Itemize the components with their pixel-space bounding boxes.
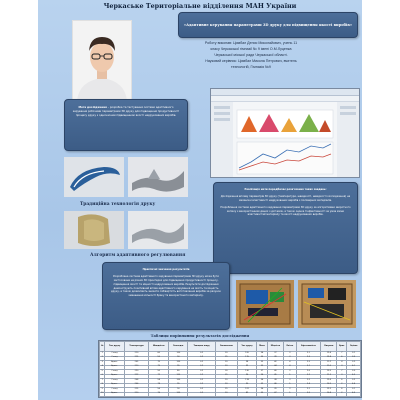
table-cell: 100 xyxy=(169,374,188,379)
table-header-cell: Оцінка xyxy=(347,342,361,352)
table-cell: 20 xyxy=(215,365,237,370)
table-cell: 9 xyxy=(100,388,105,393)
table-cell: 4 xyxy=(284,361,296,366)
table-cell: 38 xyxy=(267,379,283,384)
table-cell: 2,1 xyxy=(296,352,321,357)
app-titlebar xyxy=(211,89,359,96)
print-photo-4 xyxy=(128,211,188,249)
tasks-block xyxy=(213,182,358,274)
authors-line: Науковий керівник: Цимбал Микола Петрович, вчитель xyxy=(205,59,297,64)
table-cell: Адапт. xyxy=(105,361,124,366)
practical-heading: Практичні значення результатів xyxy=(142,268,190,271)
table-cell: 2,2 xyxy=(296,379,321,384)
table-cell: Станд. xyxy=(105,356,124,361)
table-cell: 4 xyxy=(284,365,296,370)
table-cell: 122 xyxy=(237,388,256,393)
table-header-cell: Швидкість xyxy=(149,342,169,352)
table-cell: 90 xyxy=(237,383,256,388)
table-cell: Адапт. xyxy=(105,383,124,388)
tasks-paragraph-2: Розроблення системи адаптивного керування параметрами 3D друку за алгоритмами зворотного зв'язку з використанням даних з датчиків, а також оцінка її ефективності за умов зміни властивостей матеріалу та якості надрукованих виробів. xyxy=(220,205,351,217)
slicer-screenshot xyxy=(210,88,360,178)
table-cell: 2 xyxy=(100,356,105,361)
table-cell: 37 xyxy=(267,352,283,357)
table-cell: 20 xyxy=(215,383,237,388)
table-cell: 25 xyxy=(215,388,237,393)
table-cell: 10,8 xyxy=(321,392,337,397)
table-header-cell: Заповнення xyxy=(215,342,237,352)
table-cell: 3 xyxy=(337,365,347,370)
table-cell: 3 xyxy=(284,352,296,357)
table-cell: 76 xyxy=(149,392,169,397)
table-cell: 39 xyxy=(267,356,283,361)
table-cell: 120 xyxy=(237,352,256,357)
table-cell: 20 xyxy=(215,352,237,357)
table-cell: 2,9 xyxy=(296,361,321,366)
table-cell: 7 xyxy=(337,370,347,375)
table-header-cell: Брак xyxy=(337,342,347,352)
table-cell: 208 xyxy=(124,379,148,384)
table-cell: 2,3 xyxy=(296,356,321,361)
table-cell: 12,6 xyxy=(321,379,337,384)
authors-block xyxy=(146,40,356,71)
print-photo-1 xyxy=(64,157,124,197)
goal-label: Мета дослідження xyxy=(78,106,107,109)
tasks-paragraph-1: Дослідження впливу параметрів 3D друку (температури, швидкості, швидкості охолодження) на механічні властивості надрукованих виробів з полімерних матеріалів. xyxy=(220,194,351,202)
table-cell: 5 xyxy=(284,374,296,379)
table-cell: 46 xyxy=(267,383,283,388)
table-cell: 3,3 xyxy=(347,356,361,361)
algorithm-heading: Алгоритм адаптивного регулювання xyxy=(90,253,186,258)
table-cell: 3,2 xyxy=(296,374,321,379)
table-cell: 0.2 xyxy=(188,370,216,375)
table-header-cell: Температура xyxy=(124,342,148,352)
table-cell: 215 xyxy=(124,388,148,393)
table-header-cell: Витрати xyxy=(321,342,337,352)
table-cell: 2,0 xyxy=(296,370,321,375)
table-cell: 215 xyxy=(124,356,148,361)
table-cell: 34 xyxy=(257,379,267,384)
table-cell: 72 xyxy=(149,374,169,379)
table-cell: 6 xyxy=(100,374,105,379)
table-cell: 35 xyxy=(257,356,267,361)
table-cell: 90 xyxy=(169,356,188,361)
table-cell: 4,4 xyxy=(347,383,361,388)
table-cell: 7 xyxy=(100,379,105,384)
table-cell: 42 xyxy=(267,361,283,366)
table-cell: 118 xyxy=(237,379,256,384)
table-cell: 36 xyxy=(257,388,267,393)
table-cell: 37 xyxy=(257,370,267,375)
table-cell: 205 xyxy=(124,361,148,366)
table-cell: 12,9 xyxy=(321,388,337,393)
table-cell: 44 xyxy=(267,365,283,370)
table-cell: 13,5 xyxy=(321,370,337,375)
table-cell: 210 xyxy=(124,365,148,370)
author-photo xyxy=(72,20,132,102)
table-cell: 3,1 xyxy=(347,388,361,393)
table-cell: 33 xyxy=(257,361,267,366)
table-cell: 33 xyxy=(257,392,267,397)
table-cell: 3,2 xyxy=(347,379,361,384)
goal-text: – розробка та тестування системи адаптивного керування робочими параметрами 3D друку для підвищення продуктивності процесу друку з одночасним підвищенням якості надрукованих виробів. xyxy=(72,106,180,117)
table-cell: 1 xyxy=(100,352,105,357)
table-cell: 30 xyxy=(215,370,237,375)
table-cell: 55 xyxy=(149,356,169,361)
poster-header: Черкаське Територіальне відділення МАН України xyxy=(103,2,297,10)
table-cell: 220 xyxy=(124,370,148,375)
table-cell: 100 xyxy=(169,379,188,384)
print-photo-2 xyxy=(128,157,188,197)
table-cell: 75 xyxy=(149,365,169,370)
table-cell: Адапт. xyxy=(105,392,124,397)
authors-line: класу Черкаської гімназії № 9 імені О.М.Луценка xyxy=(210,47,292,52)
authors-line: Черкаської міської ради Черкаської області. xyxy=(214,53,288,58)
project-title: «Адаптивне керування параметрами 3D друку для підвищення якості виробів» xyxy=(178,12,358,38)
table-cell: 50 xyxy=(149,370,169,375)
table-title: Таблиця порівняння результатів дослідження xyxy=(150,334,250,338)
table-cell: 210 xyxy=(124,392,148,397)
practical-text: Розроблена система адаптивного керування параметрами 3D друку може бути застосована на різних 3D принтерах для підвищення продуктивності процесу, підвищення якості та міцності надрукованих виробів. Результати дослідження демонструють позитивний вплив адаптивного керування на якість та міцність друку, а також дозволяють знизити собівартість виготовлення виробів за рахунок зменшення кількості браку та використаного матеріалу. xyxy=(111,274,221,298)
table-cell: 11,0 xyxy=(321,365,337,370)
table-cell: 3 xyxy=(284,388,296,393)
table-cell: 3,1 xyxy=(347,352,361,357)
table-cell: 98 xyxy=(237,361,256,366)
table-header-row xyxy=(100,342,361,352)
table-cell: 12,8 xyxy=(321,356,337,361)
table-cell: 5 xyxy=(100,370,105,375)
table-cell: 0.2 xyxy=(188,379,216,384)
table-cell: 47 xyxy=(267,392,283,397)
research-goal xyxy=(64,99,188,151)
table-cell: 20 xyxy=(215,392,237,397)
table-cell: 0.2 xyxy=(188,352,216,357)
table-cell: 4 xyxy=(337,361,347,366)
table-cell: 4,1 xyxy=(347,365,361,370)
table-header-cell: № xyxy=(100,342,105,352)
table-cell: 210 xyxy=(124,352,148,357)
table-cell: 5 xyxy=(284,383,296,388)
table-cell: 206 xyxy=(124,383,148,388)
results-table xyxy=(98,340,362,398)
authors-line: технологій, Гімназія №9 xyxy=(231,65,271,70)
table-cell: 45 xyxy=(267,374,283,379)
table-cell: 115 xyxy=(237,356,256,361)
table-cell: 10,9 xyxy=(321,383,337,388)
practical-significance xyxy=(102,262,230,330)
table-header-cell: Тип друку xyxy=(105,342,124,352)
table-cell: 3 xyxy=(337,374,347,379)
tasks-heading: Реалізація мети передбачає розв'язання таких завдань: xyxy=(244,188,327,191)
table-cell: 92 xyxy=(237,365,256,370)
table-cell: Адапт. xyxy=(105,365,124,370)
table-cell: 20 xyxy=(215,379,237,384)
table-cell: 34 xyxy=(257,374,267,379)
table-header-cell: Час друку xyxy=(237,342,256,352)
table-header-cell: Якість xyxy=(284,342,296,352)
table-header-cell: Ефективність xyxy=(296,342,321,352)
table-cell: 100 xyxy=(169,352,188,357)
table-cell: Станд. xyxy=(105,388,124,393)
table-cell: 25 xyxy=(215,374,237,379)
table-header-cell: Маса xyxy=(257,342,267,352)
table-cell: 3 xyxy=(284,356,296,361)
table-cell: 89 xyxy=(237,392,256,397)
table-cell: 2 xyxy=(337,392,347,397)
table-cell: 7 xyxy=(337,352,347,357)
table-cell: 40 xyxy=(267,370,283,375)
slicer-viewport xyxy=(211,102,359,178)
table-row xyxy=(100,392,361,397)
table-cell: 4,5 xyxy=(347,392,361,397)
table-cell: 96 xyxy=(237,374,256,379)
table-cell: 0.2 xyxy=(188,361,216,366)
table-cell: 6 xyxy=(337,388,347,393)
table-cell: 11,3 xyxy=(321,374,337,379)
authors-line: Роботу виконав: Цимбал Денис Миколайович, учень 11 xyxy=(204,41,298,45)
table-cell: 12,4 xyxy=(321,352,337,357)
electronics-photo-1 xyxy=(236,280,294,328)
table-cell: 100 xyxy=(169,392,188,397)
table-cell: 11,2 xyxy=(321,361,337,366)
table-cell: 4,3 xyxy=(347,374,361,379)
table-cell: Станд. xyxy=(105,352,124,357)
table-cell: 0.2 xyxy=(188,383,216,388)
table-cell: 212 xyxy=(124,374,148,379)
table-cell: 100 xyxy=(169,361,188,366)
table-cell: 6 xyxy=(337,379,347,384)
table-cell: 0.2 xyxy=(188,365,216,370)
table-cell: 32 xyxy=(257,383,267,388)
table-cell: 3 xyxy=(284,370,296,375)
table-cell: 60 xyxy=(149,352,169,357)
table-cell: 2 xyxy=(337,383,347,388)
table-cell: 3,1 xyxy=(296,365,321,370)
table-cell: 0.2 xyxy=(188,388,216,393)
table-cell: 3 xyxy=(284,379,296,384)
table-cell: 0.2 xyxy=(188,392,216,397)
table-cell: 0.2 xyxy=(188,356,216,361)
table-cell: 56 xyxy=(149,388,169,393)
table-cell: Станд. xyxy=(105,370,124,375)
portrait-illustration xyxy=(73,21,131,101)
table-cell: 90 xyxy=(169,388,188,393)
table-cell: 3,9 xyxy=(347,361,361,366)
table-cell: 8 xyxy=(100,383,105,388)
table-cell: Адапт. xyxy=(105,374,124,379)
table-cell: 2,1 xyxy=(296,388,321,393)
table-cell: 3,0 xyxy=(347,370,361,375)
electronics-photo-2 xyxy=(298,280,356,328)
table-cell: 6 xyxy=(337,356,347,361)
table-cell: 70 xyxy=(149,361,169,366)
table-cell: 95 xyxy=(169,383,188,388)
table-cell: 5 xyxy=(284,392,296,397)
table-header-cell: Товщина шару xyxy=(188,342,216,352)
table-cell: 130 xyxy=(237,370,256,375)
table-cell: Станд. xyxy=(105,379,124,384)
table-header-cell: Міцність xyxy=(267,342,283,352)
table-cell: 25 xyxy=(215,356,237,361)
table-cell: 3,4 xyxy=(296,383,321,388)
table-cell: 39 xyxy=(267,388,283,393)
print-photo-3 xyxy=(64,211,124,249)
table-cell: 10 xyxy=(100,392,105,397)
table-cell: 4 xyxy=(100,365,105,370)
poster xyxy=(38,0,362,400)
table-cell: 80 xyxy=(169,370,188,375)
table-cell: 20 xyxy=(215,361,237,366)
table-cell: 58 xyxy=(149,379,169,384)
table-cell: 33 xyxy=(257,365,267,370)
table-cell: 95 xyxy=(169,365,188,370)
table-cell: 74 xyxy=(149,383,169,388)
table-cell: 34 xyxy=(257,352,267,357)
table-cell: 0.2 xyxy=(188,374,216,379)
tradition-heading: Традиційна технологія друку xyxy=(80,202,156,207)
table-cell: 3,5 xyxy=(296,392,321,397)
table-cell: 3 xyxy=(100,361,105,366)
table-header-cell: Охолодж. xyxy=(169,342,188,352)
